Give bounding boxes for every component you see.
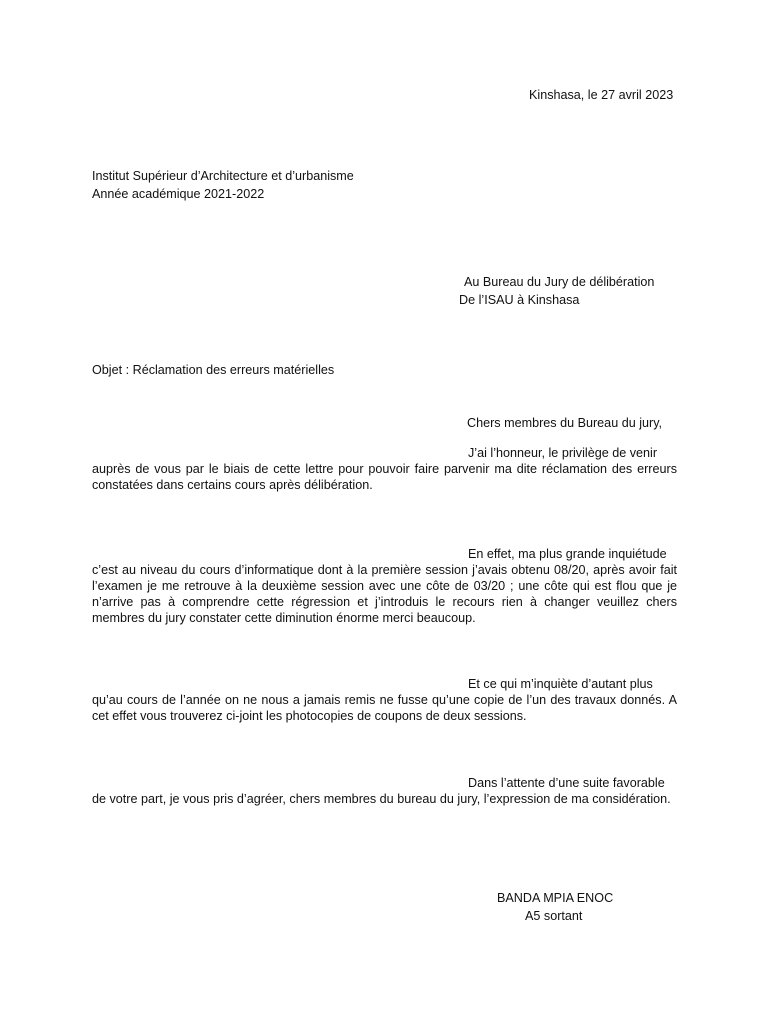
signature-title: A5 sortant <box>525 909 583 923</box>
paragraph-3 <box>92 676 677 724</box>
paragraph-3-body: qu’au cours de l’année on ne nous a jamais remis ne fusse qu’une copie de l’un des travaux donnés. A cet effet vous trouverez ci-joint les photocopies de coupons de deux sessions. <box>92 693 677 723</box>
paragraph-2 <box>92 546 677 626</box>
paragraph-4-body: de votre part, je vous pris d’agréer, chers membres du bureau du jury, l’expression de ma considération. <box>92 792 671 806</box>
recipient-line-1: Au Bureau du Jury de délibération <box>464 275 655 289</box>
paragraph-4-first-line: Dans l’attente d’une suite favorable <box>468 776 665 790</box>
paragraph-1-first-line: J’ai l’honneur, le privilège de venir <box>468 446 658 460</box>
paragraph-3-first-line: Et ce qui m’inquiète d’autant plus <box>468 677 653 691</box>
paragraph-1-body: auprès de vous par le biais de cette lettre pour pouvoir faire parvenir ma dite réclamation des erreurs constatées dans certains cours après délibération. <box>92 462 677 492</box>
salutation: Chers membres du Bureau du jury, <box>467 416 663 430</box>
sender-academic-year: Année académique 2021-2022 <box>92 187 265 201</box>
sender-institution: Institut Supérieur d’Architecture et d’urbanisme <box>92 169 354 183</box>
subject-line: Objet : Réclamation des erreurs matérielles <box>92 363 335 377</box>
paragraph-2-first-line: En effet, ma plus grande inquiétude <box>468 547 667 561</box>
signature-name: BANDA MPIA ENOC <box>497 891 614 905</box>
paragraph-4 <box>92 775 677 807</box>
paragraph-2-body: c’est au niveau du cours d’informatique dont à la première session j’avais obtenu 08/20, après avoir fait l’examen je me retrouve à la deuxième session avec une côte de 03/20 ; une côte qui est flou que je n’arrive pas à comprendre cette régression et j’introduis le recours rien à changer veuillez chers membres du jury constater cette diminution énorme merci beaucoup. <box>92 563 677 625</box>
paragraph-1 <box>92 445 677 493</box>
recipient-line-2: De l’ISAU à Kinshasa <box>459 293 580 307</box>
place-date: Kinshasa, le 27 avril 2023 <box>529 88 674 102</box>
